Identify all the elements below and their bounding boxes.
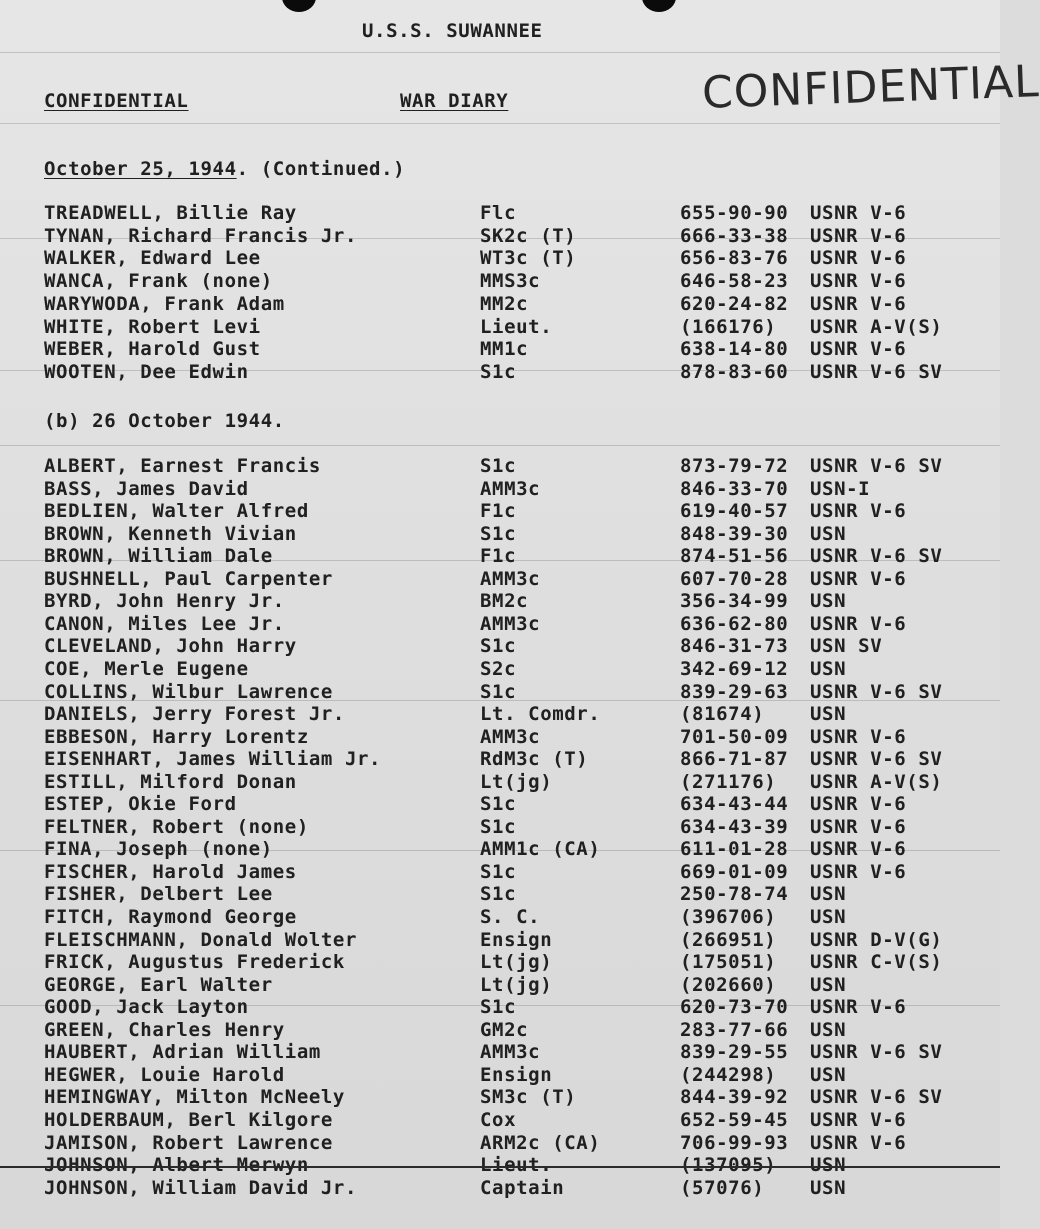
crew-rate: S1c — [480, 860, 517, 883]
crew-rate: MM1c — [480, 338, 529, 361]
service-branch: USNR V-6 SV — [810, 545, 943, 568]
crew-name: FISHER, Delbert Lee — [44, 883, 273, 906]
service-number: 873-79-72 — [680, 455, 789, 477]
service-branch: USN — [810, 973, 847, 996]
service-number: 620-73-70 — [680, 996, 789, 1019]
roster-row — [0, 861, 1000, 883]
service-branch: USNR A-V(S) — [810, 315, 943, 338]
crew-rate: Lt. Comdr. — [480, 703, 601, 726]
crew-rate: F1c — [480, 545, 517, 568]
service-branch: USNR V-6 — [810, 815, 907, 838]
roster-row — [0, 1086, 1000, 1108]
service-number: 844-39-92 — [680, 1086, 789, 1109]
service-branch: USNR V-6 — [810, 338, 907, 361]
crew-rate: Ensign — [480, 1063, 553, 1086]
section2-heading: (b) 26 October 1944. — [44, 410, 285, 432]
service-branch: USNR V-6 — [810, 247, 907, 270]
service-branch: USNR V-6 — [810, 860, 907, 883]
crew-name: HAUBERT, Adrian William — [44, 1041, 321, 1064]
crew-rate: WT3c (T) — [480, 247, 577, 270]
service-branch: USN SV — [810, 635, 883, 658]
crew-rate: RdM3c (T) — [480, 748, 589, 771]
crew-name: ESTEP, Okie Ford — [44, 793, 237, 816]
service-number: 646-58-23 — [680, 270, 789, 293]
roster-row — [0, 635, 1000, 657]
crew-name: WHITE, Robert Levi — [44, 315, 261, 338]
crew-rate: S1c — [480, 455, 517, 477]
divider — [0, 445, 1000, 446]
service-branch: USNR V-6 SV — [810, 1041, 943, 1064]
service-number: 701-50-09 — [680, 725, 789, 748]
crew-name: GOOD, Jack Layton — [44, 996, 249, 1019]
classification-label: CONFIDENTIAL — [44, 90, 189, 112]
crew-name: HOLDERBAUM, Berl Kilgore — [44, 1108, 333, 1131]
service-branch: USNR V-6 — [810, 500, 907, 523]
service-branch: USNR C-V(S) — [810, 951, 943, 974]
crew-rate: MMS3c — [480, 270, 541, 293]
service-number: 619-40-57 — [680, 500, 789, 523]
roster-row — [0, 500, 1000, 522]
divider — [0, 123, 1000, 124]
crew-rate: S1c — [480, 522, 517, 545]
crew-rate: GM2c — [480, 1018, 529, 1041]
roster-row — [0, 613, 1000, 635]
service-number: 666-33-38 — [680, 224, 789, 247]
service-number: 356-34-99 — [680, 590, 789, 613]
crew-rate: AMM3c — [480, 612, 541, 635]
crew-rate: AMM3c — [480, 725, 541, 748]
service-number: 620-24-82 — [680, 292, 789, 315]
strike-line — [0, 1166, 1000, 1168]
service-branch: USNR V-6 SV — [810, 748, 943, 771]
roster-row — [0, 974, 1000, 996]
service-number: 607-70-28 — [680, 567, 789, 590]
service-number: 652-59-45 — [680, 1108, 789, 1131]
crew-rate: SM3c (T) — [480, 1086, 577, 1109]
roster-row — [0, 816, 1000, 838]
crew-rate: S1c — [480, 635, 517, 658]
crew-name: WANCA, Frank (none) — [44, 270, 273, 293]
roster-row — [0, 1177, 1000, 1199]
crew-rate: SK2c (T) — [480, 224, 577, 247]
section1-note: . (Continued.) — [236, 158, 406, 180]
roster-row — [0, 225, 1000, 247]
service-number: 655-90-90 — [680, 202, 789, 224]
service-number: 638-14-80 — [680, 338, 789, 361]
service-branch: USNR V-6 SV — [810, 680, 943, 703]
service-number: (175051) — [680, 951, 777, 974]
service-number: 846-31-73 — [680, 635, 789, 658]
service-branch: USNR V-6 — [810, 202, 907, 224]
crew-name: JAMISON, Robert Lawrence — [44, 1131, 333, 1154]
crew-name: FLEISCHMANN, Donald Wolter — [44, 928, 358, 951]
crew-name: FRICK, Augustus Frederick — [44, 951, 345, 974]
service-branch: USNR V-6 — [810, 1131, 907, 1154]
crew-name: BYRD, John Henry Jr. — [44, 590, 285, 613]
section1-heading — [44, 158, 405, 180]
crew-name: BASS, James David — [44, 477, 249, 500]
service-branch: USNR V-6 SV — [810, 1086, 943, 1109]
crew-rate: Captain — [480, 1176, 565, 1199]
roster-row — [0, 1132, 1000, 1154]
roster-row — [0, 202, 1000, 224]
crew-rate: S1c — [480, 360, 517, 383]
service-number: 706-99-93 — [680, 1131, 789, 1154]
service-branch: USN — [810, 657, 847, 680]
service-branch: USN-I — [810, 477, 871, 500]
roster-row — [0, 316, 1000, 338]
service-number: 839-29-63 — [680, 680, 789, 703]
service-number: (271176) — [680, 770, 777, 793]
crew-name: DANIELS, Jerry Forest Jr. — [44, 703, 345, 726]
service-branch: USN — [810, 522, 847, 545]
roster-row — [0, 338, 1000, 360]
service-number: 874-51-56 — [680, 545, 789, 568]
service-number: 634-43-44 — [680, 793, 789, 816]
service-number: (244298) — [680, 1063, 777, 1086]
service-number: (202660) — [680, 973, 777, 996]
roster-row — [0, 361, 1000, 383]
ship-name: U.S.S. SUWANNEE — [362, 20, 543, 42]
roster-row — [0, 906, 1000, 928]
crew-name: GREEN, Charles Henry — [44, 1018, 285, 1041]
service-branch: USN — [810, 906, 847, 928]
crew-rate: AMM1c (CA) — [480, 838, 601, 861]
roster-row — [0, 545, 1000, 567]
roster-row — [0, 681, 1000, 703]
service-branch: USN — [810, 703, 847, 726]
divider — [0, 52, 1000, 53]
service-number: 878-83-60 — [680, 360, 789, 383]
service-number: (81674) — [680, 703, 765, 726]
service-branch: USNR V-6 — [810, 270, 907, 293]
section1-date: October 25, 1944 — [44, 158, 237, 180]
service-branch: USNR V-6 — [810, 996, 907, 1019]
crew-name: WOOTEN, Dee Edwin — [44, 360, 249, 383]
service-branch: USNR V-6 — [810, 567, 907, 590]
service-branch: USNR V-6 — [810, 612, 907, 635]
service-branch: USNR V-6 SV — [810, 360, 943, 383]
service-number: 669-01-09 — [680, 860, 789, 883]
crew-rate: MM2c — [480, 292, 529, 315]
crew-rate: Lt(jg) — [480, 951, 553, 974]
crew-rate: ARM2c (CA) — [480, 1131, 601, 1154]
roster-row — [0, 838, 1000, 860]
crew-name: COE, Merle Eugene — [44, 657, 249, 680]
service-branch: USNR V-6 — [810, 838, 907, 861]
service-number: 283-77-66 — [680, 1018, 789, 1041]
document-title: WAR DIARY — [400, 90, 509, 112]
roster-row — [0, 748, 1000, 770]
crew-rate: Lt(jg) — [480, 770, 553, 793]
crew-name: FINA, Joseph (none) — [44, 838, 273, 861]
punch-hole — [642, 0, 676, 12]
service-branch: USN — [810, 1063, 847, 1086]
service-branch: USN — [810, 1018, 847, 1041]
service-branch: USNR V-6 — [810, 793, 907, 816]
crew-rate: Lt(jg) — [480, 973, 553, 996]
crew-name: WARYWODA, Frank Adam — [44, 292, 285, 315]
service-number: 846-33-70 — [680, 477, 789, 500]
roster-row — [0, 883, 1000, 905]
roster-row — [0, 1064, 1000, 1086]
crew-name: ALBERT, Earnest Francis — [44, 455, 321, 477]
crew-name: FITCH, Raymond George — [44, 906, 297, 928]
crew-name: WEBER, Harold Gust — [44, 338, 261, 361]
roster-row — [0, 726, 1000, 748]
crew-name: HEMINGWAY, Milton McNeely — [44, 1086, 345, 1109]
crew-name: CANON, Miles Lee Jr. — [44, 612, 285, 635]
crew-name: JOHNSON, William David Jr. — [44, 1176, 358, 1199]
confidential-stamp: CONFIDENTIAL — [701, 56, 1040, 119]
service-number: 634-43-39 — [680, 815, 789, 838]
crew-name: FELTNER, Robert (none) — [44, 815, 309, 838]
roster-row — [0, 568, 1000, 590]
crew-rate: AMM3c — [480, 477, 541, 500]
crew-rate: S1c — [480, 815, 517, 838]
roster-row — [0, 996, 1000, 1018]
crew-name: COLLINS, Wilbur Lawrence — [44, 680, 333, 703]
roster-row — [0, 771, 1000, 793]
crew-name: WALKER, Edward Lee — [44, 247, 261, 270]
crew-name: EBBESON, Harry Lorentz — [44, 725, 309, 748]
crew-rate: Ensign — [480, 928, 553, 951]
service-number: 636-62-80 — [680, 612, 789, 635]
service-number: (266951) — [680, 928, 777, 951]
crew-name: FISCHER, Harold James — [44, 860, 297, 883]
roster-row — [0, 951, 1000, 973]
crew-rate: Lieut. — [480, 315, 553, 338]
crew-name: TYNAN, Richard Francis Jr. — [44, 224, 358, 247]
roster-row — [0, 1019, 1000, 1041]
crew-rate: S1c — [480, 883, 517, 906]
service-branch: USN — [810, 590, 847, 613]
crew-name: EISENHART, James William Jr. — [44, 748, 382, 771]
crew-rate: S1c — [480, 793, 517, 816]
service-number: 839-29-55 — [680, 1041, 789, 1064]
crew-name: ESTILL, Milford Donan — [44, 770, 297, 793]
crew-rate: BM2c — [480, 590, 529, 613]
roster-row — [0, 523, 1000, 545]
crew-name: BUSHNELL, Paul Carpenter — [44, 567, 333, 590]
crew-name: BEDLIEN, Walter Alfred — [44, 500, 309, 523]
service-branch: USN — [810, 883, 847, 906]
crew-name: BROWN, William Dale — [44, 545, 273, 568]
roster-row — [0, 793, 1000, 815]
service-branch: USNR V-6 — [810, 1108, 907, 1131]
crew-rate: Cox — [480, 1108, 517, 1131]
roster-row — [0, 590, 1000, 612]
service-branch: USN — [810, 1176, 847, 1199]
roster-row — [0, 703, 1000, 725]
service-branch: USNR V-6 — [810, 292, 907, 315]
service-branch: USNR V-6 — [810, 725, 907, 748]
crew-rate: S1c — [480, 680, 517, 703]
crew-rate: F1c — [480, 500, 517, 523]
service-number: 250-78-74 — [680, 883, 789, 906]
service-number: 656-83-76 — [680, 247, 789, 270]
crew-rate: AMM3c — [480, 567, 541, 590]
roster-row — [0, 293, 1000, 315]
roster-row — [0, 929, 1000, 951]
service-number: 342-69-12 — [680, 657, 789, 680]
crew-name: TREADWELL, Billie Ray — [44, 202, 297, 224]
crew-rate: S. C. — [480, 906, 541, 928]
service-branch: USNR D-V(G) — [810, 928, 943, 951]
crew-name: CLEVELAND, John Harry — [44, 635, 297, 658]
crew-name: BROWN, Kenneth Vivian — [44, 522, 297, 545]
service-number: 611-01-28 — [680, 838, 789, 861]
crew-rate: S1c — [480, 996, 517, 1019]
crew-name: GEORGE, Earl Walter — [44, 973, 273, 996]
service-branch: USNR A-V(S) — [810, 770, 943, 793]
service-number: (57076) — [680, 1176, 765, 1199]
crew-rate: AMM3c — [480, 1041, 541, 1064]
roster-row — [0, 658, 1000, 680]
roster-row — [0, 270, 1000, 292]
service-branch: USNR V-6 — [810, 224, 907, 247]
crew-rate: S2c — [480, 657, 517, 680]
roster-row — [0, 455, 1000, 477]
service-number: (396706) — [680, 906, 777, 928]
roster-row — [0, 247, 1000, 269]
roster-row — [0, 478, 1000, 500]
roster-row — [0, 1109, 1000, 1131]
service-number: 848-39-30 — [680, 522, 789, 545]
crew-name: HEGWER, Louie Harold — [44, 1063, 285, 1086]
roster-row — [0, 1041, 1000, 1063]
service-number: 866-71-87 — [680, 748, 789, 771]
crew-rate: Flc — [480, 202, 517, 224]
service-number: (166176) — [680, 315, 777, 338]
punch-hole — [282, 0, 316, 12]
service-branch: USNR V-6 SV — [810, 455, 943, 477]
